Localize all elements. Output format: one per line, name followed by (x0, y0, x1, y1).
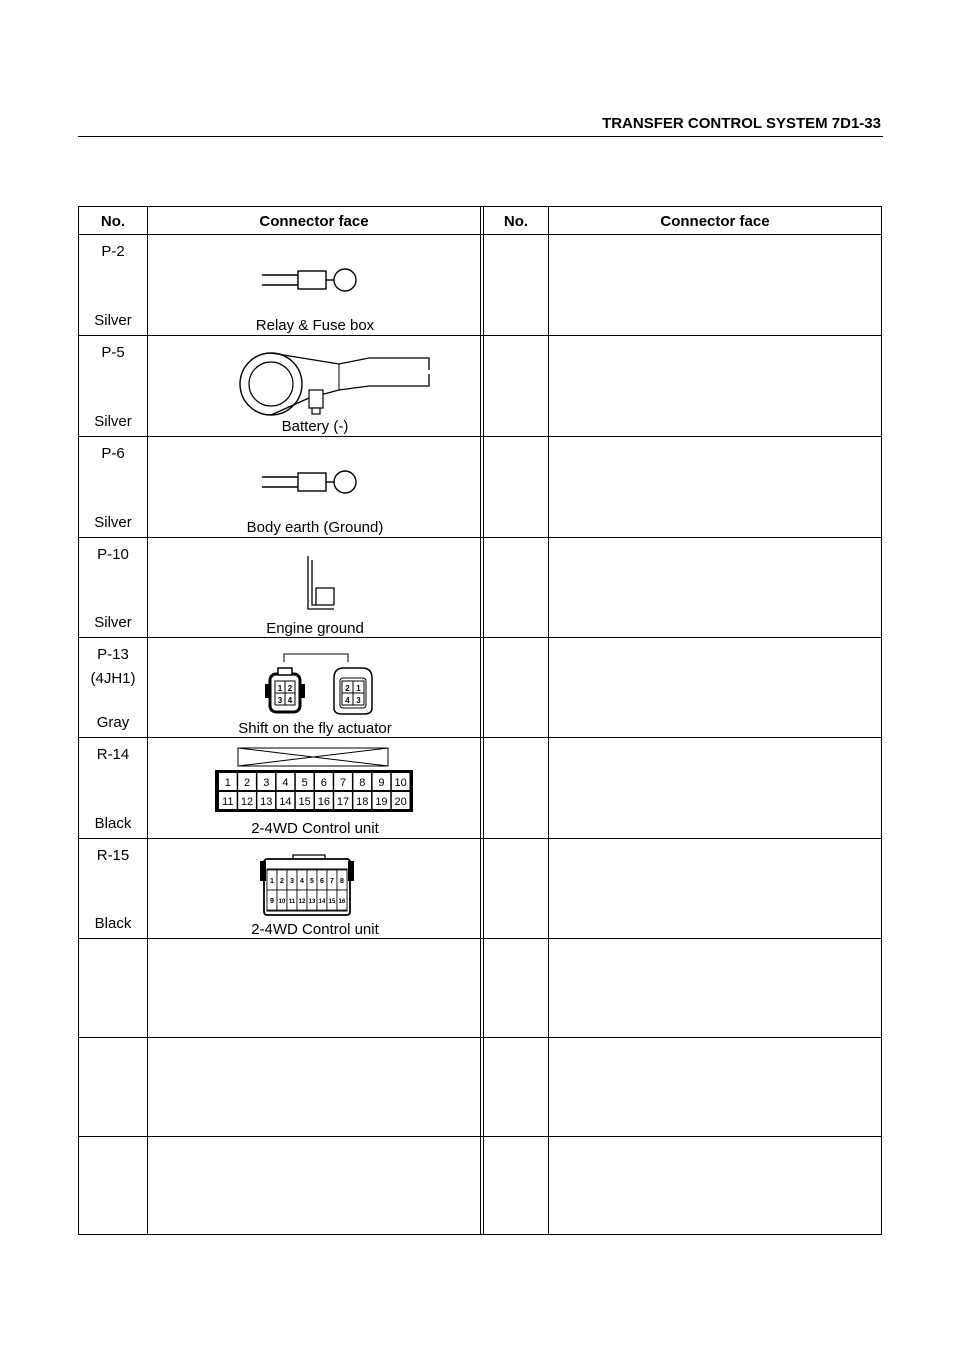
table-row (79, 436, 881, 537)
pin-label: 6 (320, 777, 327, 789)
table-row (79, 637, 881, 737)
pin-label: 4 (345, 696, 350, 705)
pin-label: 2 (287, 684, 293, 693)
table-row (79, 737, 881, 838)
table-row (79, 938, 881, 1037)
connector-caption: Engine ground (266, 620, 364, 637)
table-row (79, 335, 881, 436)
connector-color: Silver (94, 413, 132, 430)
pin-label: 1 (224, 777, 231, 789)
pin-label: 3 (263, 777, 270, 789)
connector-caption: Relay & Fuse box (255, 317, 375, 334)
pin-label: 5 (301, 777, 308, 789)
connector-caption: 2-4WD Control unit (251, 820, 379, 837)
pin-label: 3 (290, 878, 294, 885)
pin-label: 13 (308, 899, 316, 905)
pin-label: 15 (328, 899, 336, 905)
pin-label: 18 (356, 796, 369, 808)
header-connector-face-right: Connector face (660, 213, 770, 230)
connector-table (78, 206, 882, 1235)
connector-color: Silver (94, 312, 132, 329)
pin-label: 4 (282, 777, 289, 789)
page-header-title: TRANSFER CONTROL SYSTEM 7D1-33 (602, 115, 881, 132)
header-no-right: No. (503, 213, 529, 230)
pin-label: 10 (394, 777, 407, 789)
pin-label: 4 (287, 696, 293, 705)
connector-number: P-5 (101, 344, 125, 361)
pin-label: 5 (310, 878, 314, 885)
connector-number: R-14 (96, 746, 130, 763)
connector-pair-icon (264, 648, 404, 718)
header-no: No. (100, 213, 126, 230)
connector-number: P-10 (97, 546, 129, 563)
connector-number: R-15 (96, 847, 130, 864)
battery-clamp-icon (239, 350, 439, 420)
pin-label: 10 (278, 899, 286, 905)
pin-label: 14 (318, 899, 326, 905)
pin-label: 1 (270, 878, 274, 885)
pin-label: 20 (394, 796, 407, 808)
pin-label: 11 (288, 899, 296, 905)
connector-caption: Battery (-) (281, 418, 349, 435)
pin-label: 14 (279, 796, 292, 808)
ring-terminal-icon (262, 261, 372, 301)
pin-label: 2 (243, 777, 251, 789)
page-header (78, 112, 883, 137)
connector-color: Silver (94, 514, 132, 531)
pin-label: 3 (356, 696, 361, 705)
connector-color: Gray (96, 714, 130, 731)
ground-bracket-icon (304, 554, 344, 614)
table-row (79, 1136, 881, 1235)
pin-label: 12 (240, 796, 254, 808)
connector-20pin-icon (213, 746, 417, 816)
connector-variant: (4JH1) (90, 670, 136, 687)
pin-label: 17 (336, 796, 350, 808)
pin-label: 9 (378, 777, 385, 789)
pin-label: 19 (375, 796, 388, 808)
table-row (79, 537, 881, 637)
pin-label: 13 (260, 796, 273, 808)
pin-label: 16 (317, 796, 330, 808)
pin-label: 7 (330, 878, 334, 885)
connector-caption: Shift on the fly actuator (238, 720, 392, 737)
pin-label: 9 (270, 898, 274, 905)
ring-terminal-icon (262, 463, 372, 503)
connector-number: P-6 (101, 445, 125, 462)
pin-label: 2 (345, 684, 350, 693)
pin-label: 7 (339, 777, 347, 789)
table-row (79, 1037, 881, 1136)
connector-number: P-2 (101, 243, 125, 260)
connector-color: Silver (94, 614, 132, 631)
table-row (79, 234, 881, 335)
pin-label: 1 (356, 684, 361, 693)
pin-label: 16 (338, 899, 346, 905)
pin-label: 8 (359, 777, 366, 789)
pin-label: 15 (298, 796, 311, 808)
pin-label: 4 (300, 878, 304, 885)
table-row (79, 838, 881, 938)
connector-color: Black (94, 815, 132, 832)
pin-label: 6 (320, 878, 324, 885)
connector-16pin-icon (259, 851, 359, 921)
pin-label: 8 (340, 878, 344, 885)
connector-color: Black (94, 915, 132, 932)
pin-label: 2 (280, 878, 284, 885)
pin-label: 12 (298, 899, 306, 905)
connector-number: P-13 (97, 646, 129, 663)
pin-label: 1 (277, 684, 283, 693)
connector-caption: Body earth (Ground) (246, 519, 384, 536)
header-connector-face: Connector face (259, 213, 369, 230)
connector-caption: 2-4WD Control unit (251, 921, 379, 938)
pin-label: 3 (277, 696, 283, 705)
pin-label: 11 (222, 796, 234, 808)
